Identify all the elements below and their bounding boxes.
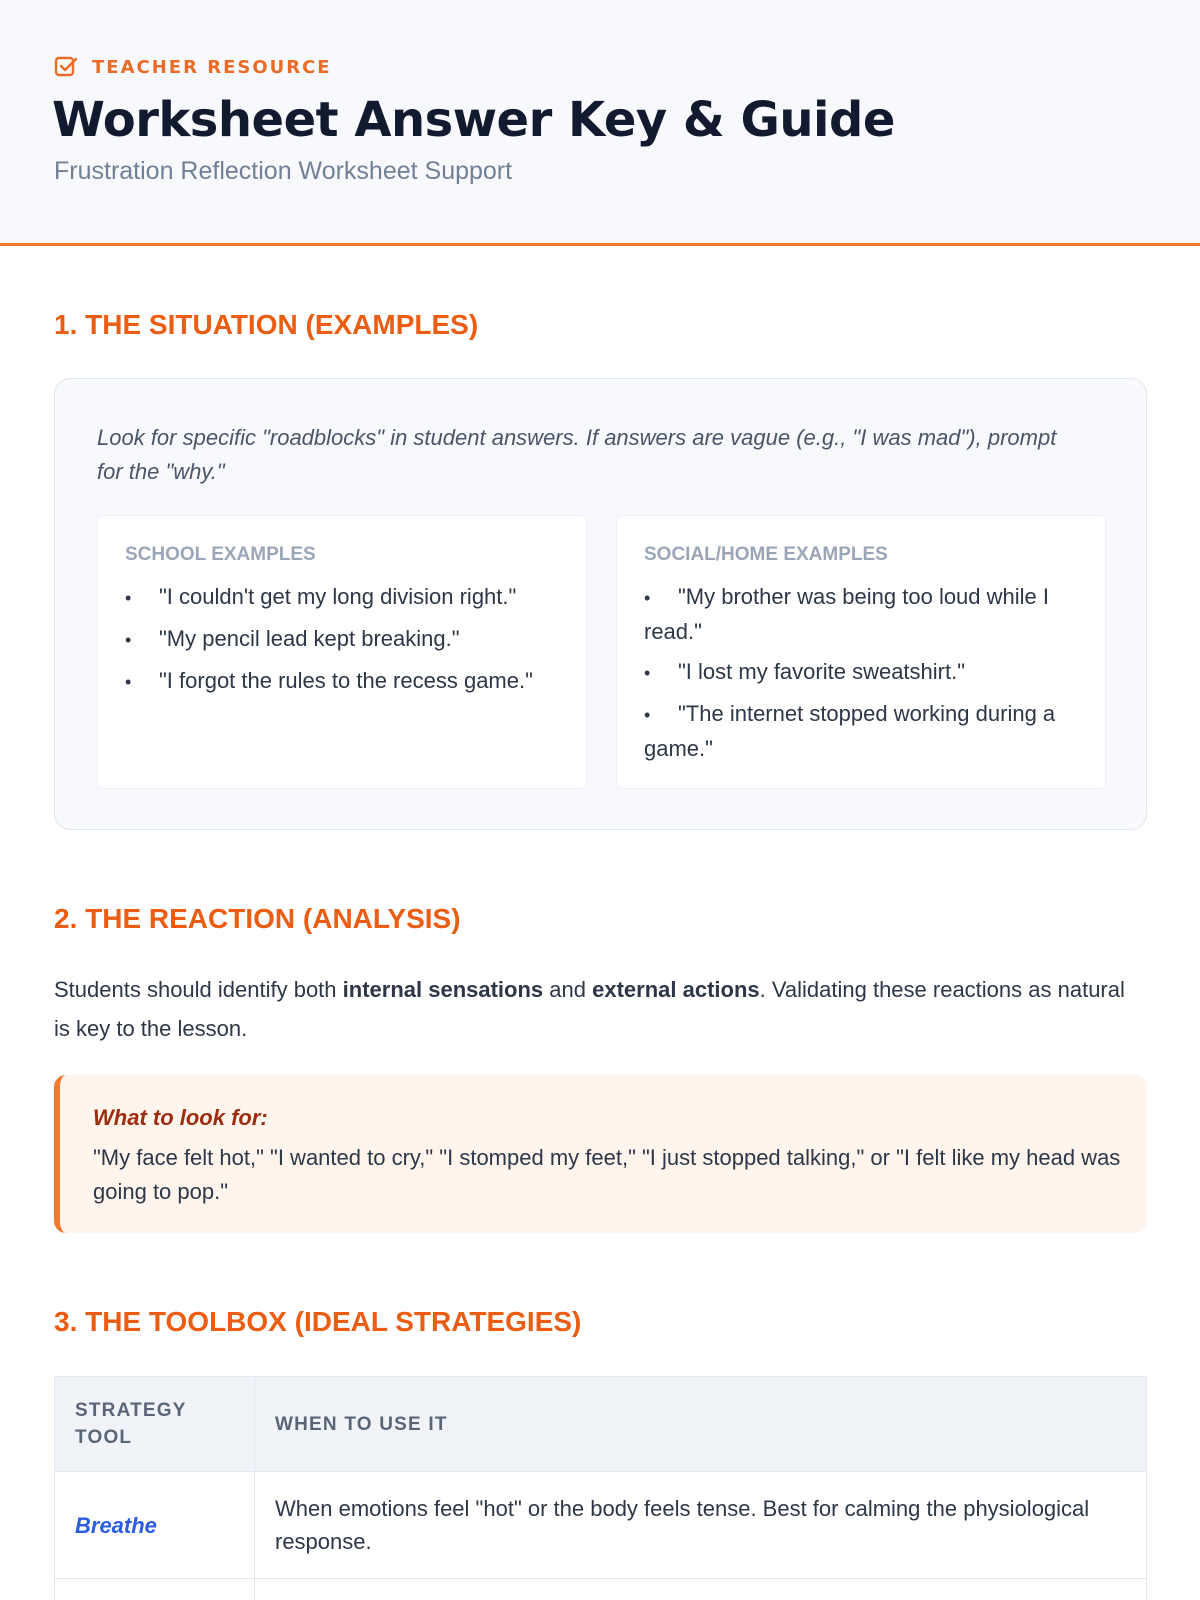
page-header [0,0,1200,246]
strategy-cell [55,1472,255,1579]
emphasis-external: external actions [592,977,760,1002]
list-item: • "The internet stopped working during a game." [644,701,1056,761]
page-subtitle: Frustration Reflection Worksheet Support [54,157,513,185]
reaction-paragraph: Students should identify both internal sensations and external actions. Validating these reactions as natural is key to the lesson. [54,977,1125,1041]
section-heading-toolbox: 3. THE TOOLBOX (IDEAL STRATEGIES) [54,1306,582,1337]
school-examples-heading: SCHOOL EXAMPLES [125,544,316,565]
when-cell: When emotions feel "hot" or the body feels tense. Best for calming the physiological response. [255,1472,1147,1579]
table-row [55,1472,1147,1579]
column-header-when: WHEN TO USE IT [255,1377,1147,1472]
list-item: • "I lost my favorite sweatshirt." [644,659,966,684]
callout-label: What to look for: [93,1105,268,1130]
school-examples-list [125,580,565,706]
situation-card [54,378,1147,830]
school-examples-box [97,515,587,789]
page-title: Worksheet Answer Key & Guide [52,92,895,148]
emphasis-internal: internal sensations [342,977,544,1002]
section-heading-reaction: 2. THE REACTION (ANALYSIS) [54,903,461,934]
what-to-look-for-callout [54,1075,1147,1233]
list-item: • "My brother was being too loud while I read." [644,584,1050,644]
situation-intro: Look for specific "roadblocks" in student answers. If answers are vague (e.g., "I was mad"), prompt for the "why." [97,425,1057,484]
section-heading-situation: 1. THE SITUATION (EXAMPLES) [54,309,479,340]
checkbox-icon [54,55,78,79]
social-examples-heading: SOCIAL/HOME EXAMPLES [644,544,888,565]
social-examples-list [644,580,1084,772]
list-item: • "I forgot the rules to the recess game." [125,668,533,693]
eyebrow [54,54,332,80]
table-header-row [55,1377,1147,1472]
column-header-strategy: STRATEGY TOOL [55,1377,255,1472]
social-examples-box [616,515,1106,789]
strategy-cell [55,1579,255,1600]
strategy-tool-name[interactable]: Breathe [75,1512,157,1538]
strategy-table [54,1376,1147,1600]
eyebrow-label: TEACHER RESOURCE [92,56,332,78]
list-item: • "My pencil lead kept breaking." [125,626,460,651]
callout-text: "My face felt hot," "I wanted to cry," "I stomped my feet," "I just stopped talking," or "I felt like my head was going to pop." [93,1145,1121,1204]
when-cell [255,1579,1147,1600]
table-row [55,1579,1147,1600]
list-item: • "I couldn't get my long division right." [125,584,517,609]
